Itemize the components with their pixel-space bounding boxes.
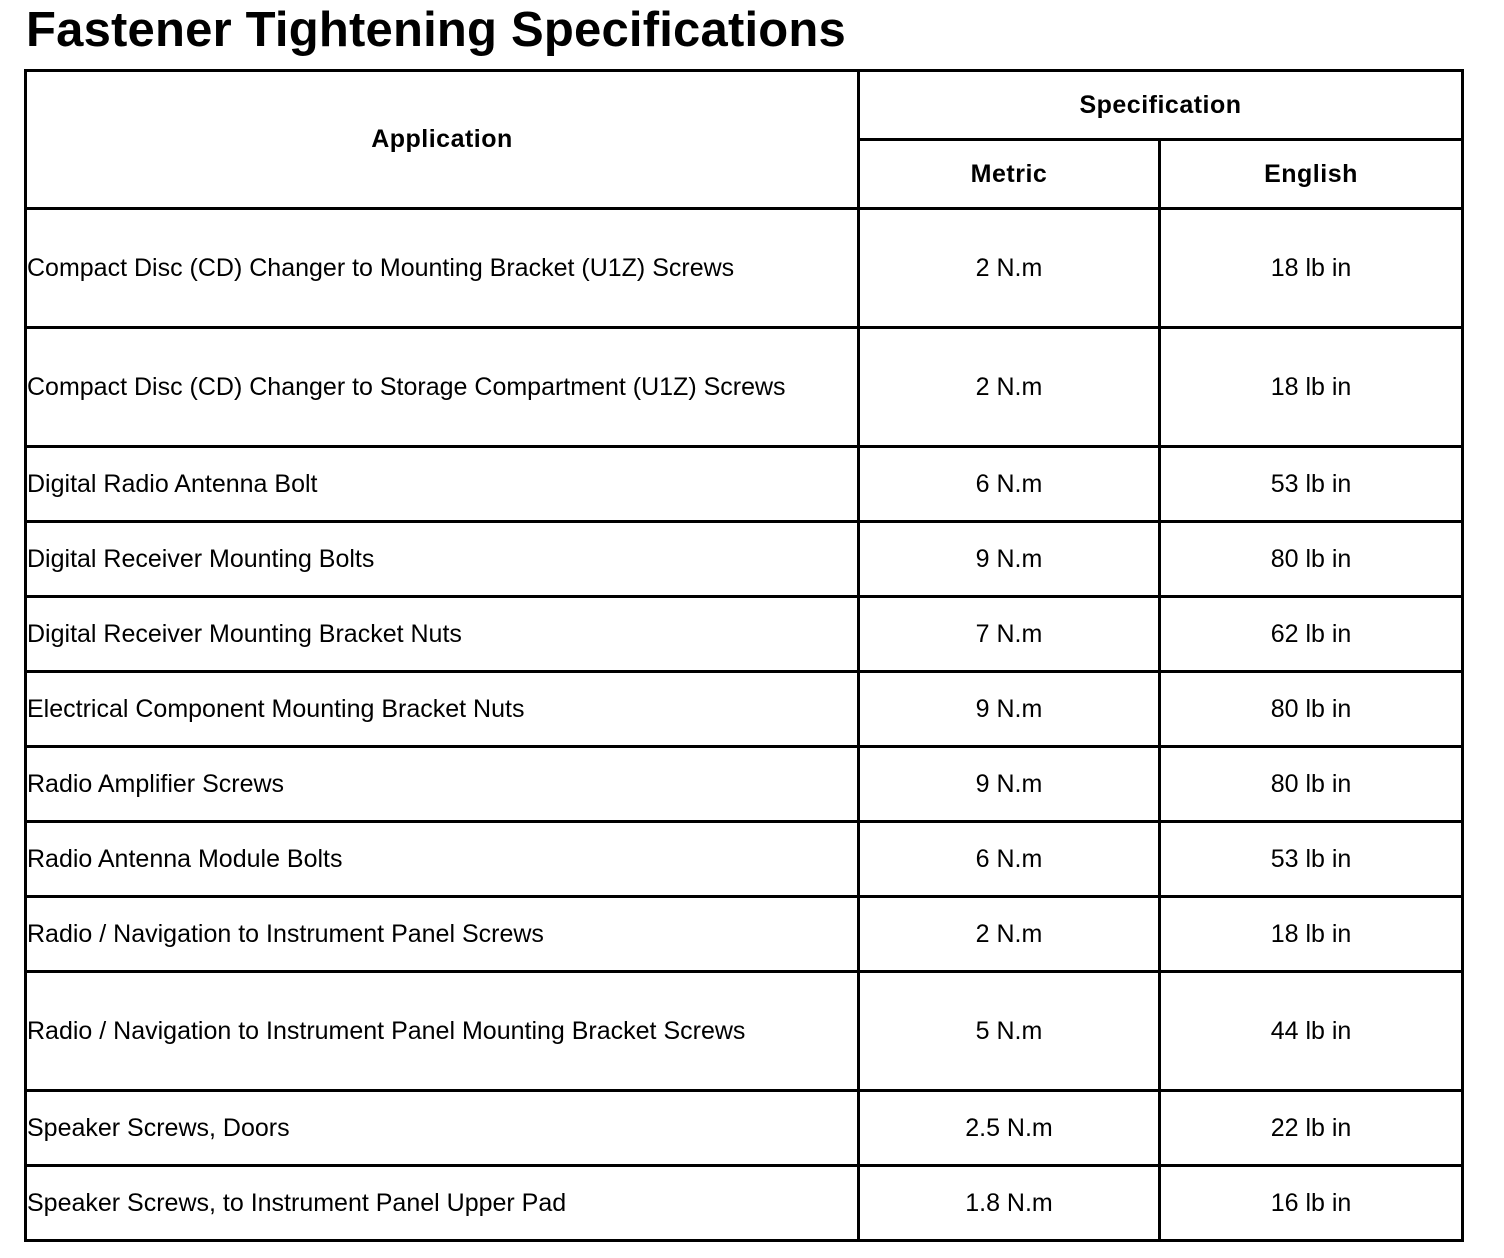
application-cell: Compact Disc (CD) Changer to Storage Compartment (U1Z) Screws bbox=[26, 328, 859, 447]
metric-cell: 2 N.m bbox=[859, 209, 1160, 328]
metric-cell: 9 N.m bbox=[859, 672, 1160, 747]
metric-cell: 9 N.m bbox=[859, 747, 1160, 822]
table-row bbox=[26, 1091, 1463, 1166]
application-cell: Radio / Navigation to Instrument Panel Screws bbox=[26, 897, 859, 972]
table-row bbox=[26, 897, 1463, 972]
table-row bbox=[26, 209, 1463, 328]
english-cell: 80 lb in bbox=[1160, 672, 1463, 747]
english-cell: 18 lb in bbox=[1160, 209, 1463, 328]
table-row bbox=[26, 1166, 1463, 1241]
table-row bbox=[26, 822, 1463, 897]
english-cell: 53 lb in bbox=[1160, 447, 1463, 522]
english-cell: 62 lb in bbox=[1160, 597, 1463, 672]
english-header: English bbox=[1160, 140, 1463, 209]
table-row bbox=[26, 597, 1463, 672]
table-row bbox=[26, 672, 1463, 747]
application-cell: Radio / Navigation to Instrument Panel Mounting Bracket Screws bbox=[26, 972, 859, 1091]
english-cell: 16 lb in bbox=[1160, 1166, 1463, 1241]
specification-header: Specification bbox=[859, 71, 1463, 140]
english-cell: 44 lb in bbox=[1160, 972, 1463, 1091]
application-cell: Electrical Component Mounting Bracket Nuts bbox=[26, 672, 859, 747]
metric-cell: 2.5 N.m bbox=[859, 1091, 1160, 1166]
metric-cell: 7 N.m bbox=[859, 597, 1160, 672]
application-cell: Compact Disc (CD) Changer to Mounting Bracket (U1Z) Screws bbox=[26, 209, 859, 328]
metric-cell: 9 N.m bbox=[859, 522, 1160, 597]
english-cell: 53 lb in bbox=[1160, 822, 1463, 897]
table-row bbox=[26, 447, 1463, 522]
table-row bbox=[26, 328, 1463, 447]
english-cell: 80 lb in bbox=[1160, 747, 1463, 822]
english-cell: 18 lb in bbox=[1160, 897, 1463, 972]
application-cell: Radio Amplifier Screws bbox=[26, 747, 859, 822]
metric-header: Metric bbox=[859, 140, 1160, 209]
application-cell: Digital Radio Antenna Bolt bbox=[26, 447, 859, 522]
page-title: Fastener Tightening Specifications bbox=[26, 3, 846, 57]
english-cell: 22 lb in bbox=[1160, 1091, 1463, 1166]
metric-cell: 6 N.m bbox=[859, 447, 1160, 522]
metric-cell: 5 N.m bbox=[859, 972, 1160, 1091]
application-header: Application bbox=[26, 71, 859, 209]
table-row bbox=[26, 747, 1463, 822]
metric-cell: 2 N.m bbox=[859, 897, 1160, 972]
application-cell: Speaker Screws, to Instrument Panel Upper Pad bbox=[26, 1166, 859, 1241]
table-row bbox=[26, 522, 1463, 597]
english-cell: 80 lb in bbox=[1160, 522, 1463, 597]
application-cell: Digital Receiver Mounting Bracket Nuts bbox=[26, 597, 859, 672]
metric-cell: 2 N.m bbox=[859, 328, 1160, 447]
english-cell: 18 lb in bbox=[1160, 328, 1463, 447]
table-row bbox=[26, 972, 1463, 1091]
metric-cell: 6 N.m bbox=[859, 822, 1160, 897]
specifications-table bbox=[24, 69, 1464, 1242]
application-cell: Radio Antenna Module Bolts bbox=[26, 822, 859, 897]
application-cell: Speaker Screws, Doors bbox=[26, 1091, 859, 1166]
application-cell: Digital Receiver Mounting Bolts bbox=[26, 522, 859, 597]
metric-cell: 1.8 N.m bbox=[859, 1166, 1160, 1241]
